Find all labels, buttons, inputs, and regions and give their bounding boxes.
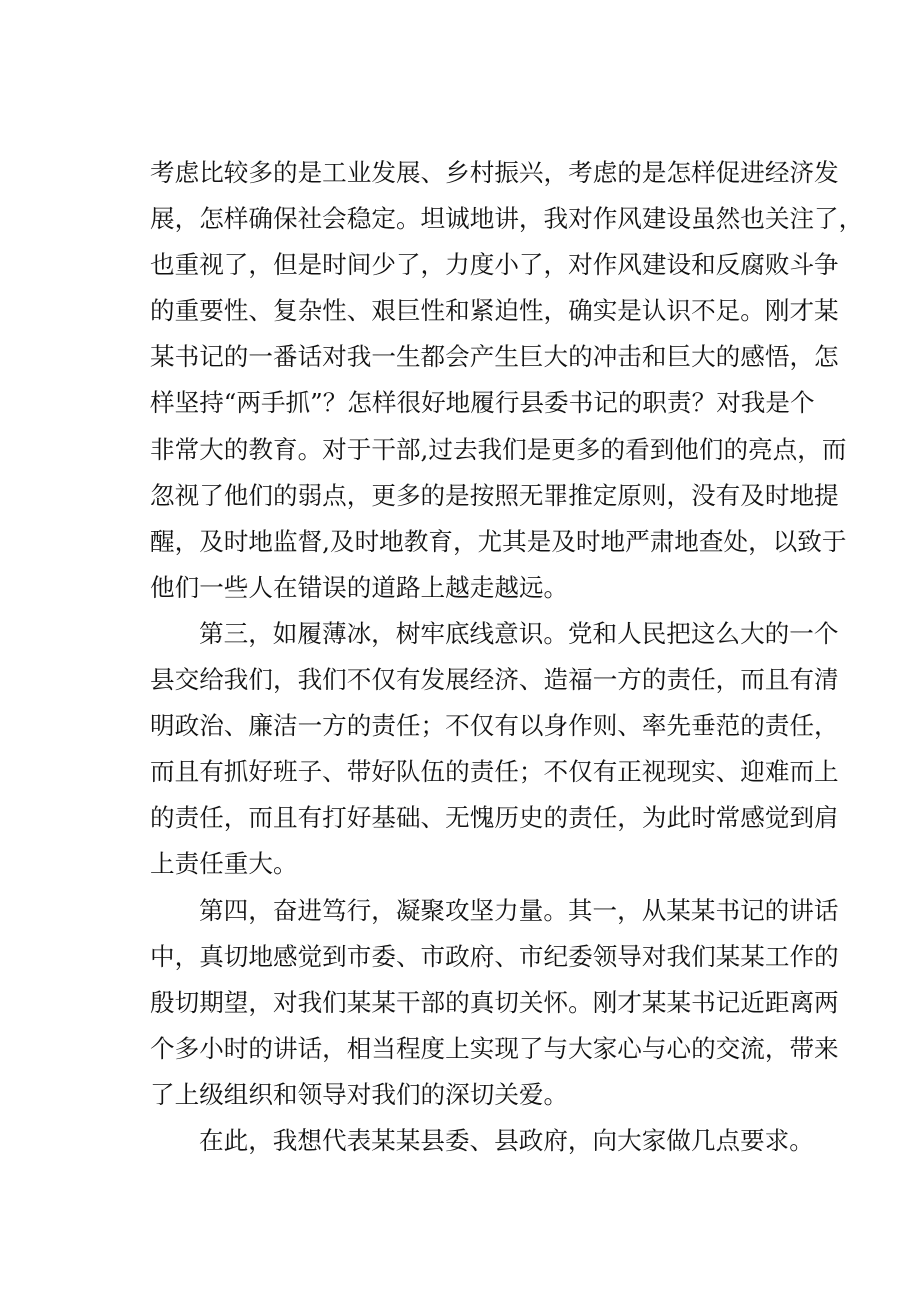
text-line: 明政治、廉洁一方的责任；不仅有以身作则、率先垂范的责任，	[150, 711, 839, 741]
body-text	[150, 150, 864, 1164]
text-line: 他们一些人在错误的道路上越走越远。	[150, 572, 569, 602]
text-line: 考虑比较多的是工业发展、乡村振兴，考虑的是怎样促进经济发	[150, 158, 839, 187]
paragraph-4	[150, 1118, 814, 1164]
text-line: 在此，我想代表某某县委、县政府，向大家做几点要求。	[199, 1125, 814, 1155]
paragraph-2	[150, 611, 839, 888]
text-line: 第四，奋进笃行，凝聚攻坚力量。其一，从某某书记的讲话	[199, 895, 839, 925]
text-line: 中，真切地感觉到市委、市政府、市纪委领导对我们某某工作的	[150, 941, 839, 971]
text-line: 忽视了他们的弱点，更多的是按照无罪推定原则，没有及时地提	[150, 480, 839, 510]
text-line: 第三，如履薄冰，树牢底线意识。党和人民把这么大的一个	[199, 618, 839, 648]
text-line: 也重视了，但是时间少了，力度小了，对作风建设和反腐败斗争	[150, 250, 839, 280]
text-line: 醒，及时地监督,及时地教育，尤其是及时地严肃地查处，以致于	[150, 526, 847, 556]
text-line: 样坚持“两手抓”？怎样很好地履行县委书记的职责？对我是个	[150, 388, 815, 418]
text-line: 的重要性、复杂性、艰巨性和紧迫性，确实是认识不足。刚才某	[150, 296, 839, 326]
paragraph-1	[150, 150, 864, 611]
text-line: 而且有抓好班子、带好队伍的责任；不仅有正视现实、迎难而上	[150, 757, 839, 787]
text-line: 展，怎样确保社会稳定。坦诚地讲，我对作风建设虽然也关注了，	[150, 204, 864, 234]
text-line: 殷切期望，对我们某某干部的真切关怀。刚才某某书记近距离两	[150, 987, 839, 1017]
text-line: 的责任，而且有打好基础、无愧历史的责任，为此时常感觉到肩	[150, 803, 839, 833]
text-line: 某书记的一番话对我一生都会产生巨大的冲击和巨大的感悟，怎	[150, 342, 839, 372]
text-line: 个多小时的讲话，相当程度上实现了与大家心与心的交流，带来	[150, 1033, 839, 1063]
text-line: 县交给我们，我们不仅有发展经济、造福一方的责任，而且有清	[150, 665, 839, 695]
paragraph-3	[150, 888, 839, 1118]
text-line: 了上级组织和领导对我们的深切关爱。	[150, 1079, 569, 1109]
text-line: 上责任重大。	[150, 849, 298, 879]
text-line: 非常大的教育。对于干部,过去我们是更多的看到他们的亮点，而	[150, 434, 847, 464]
